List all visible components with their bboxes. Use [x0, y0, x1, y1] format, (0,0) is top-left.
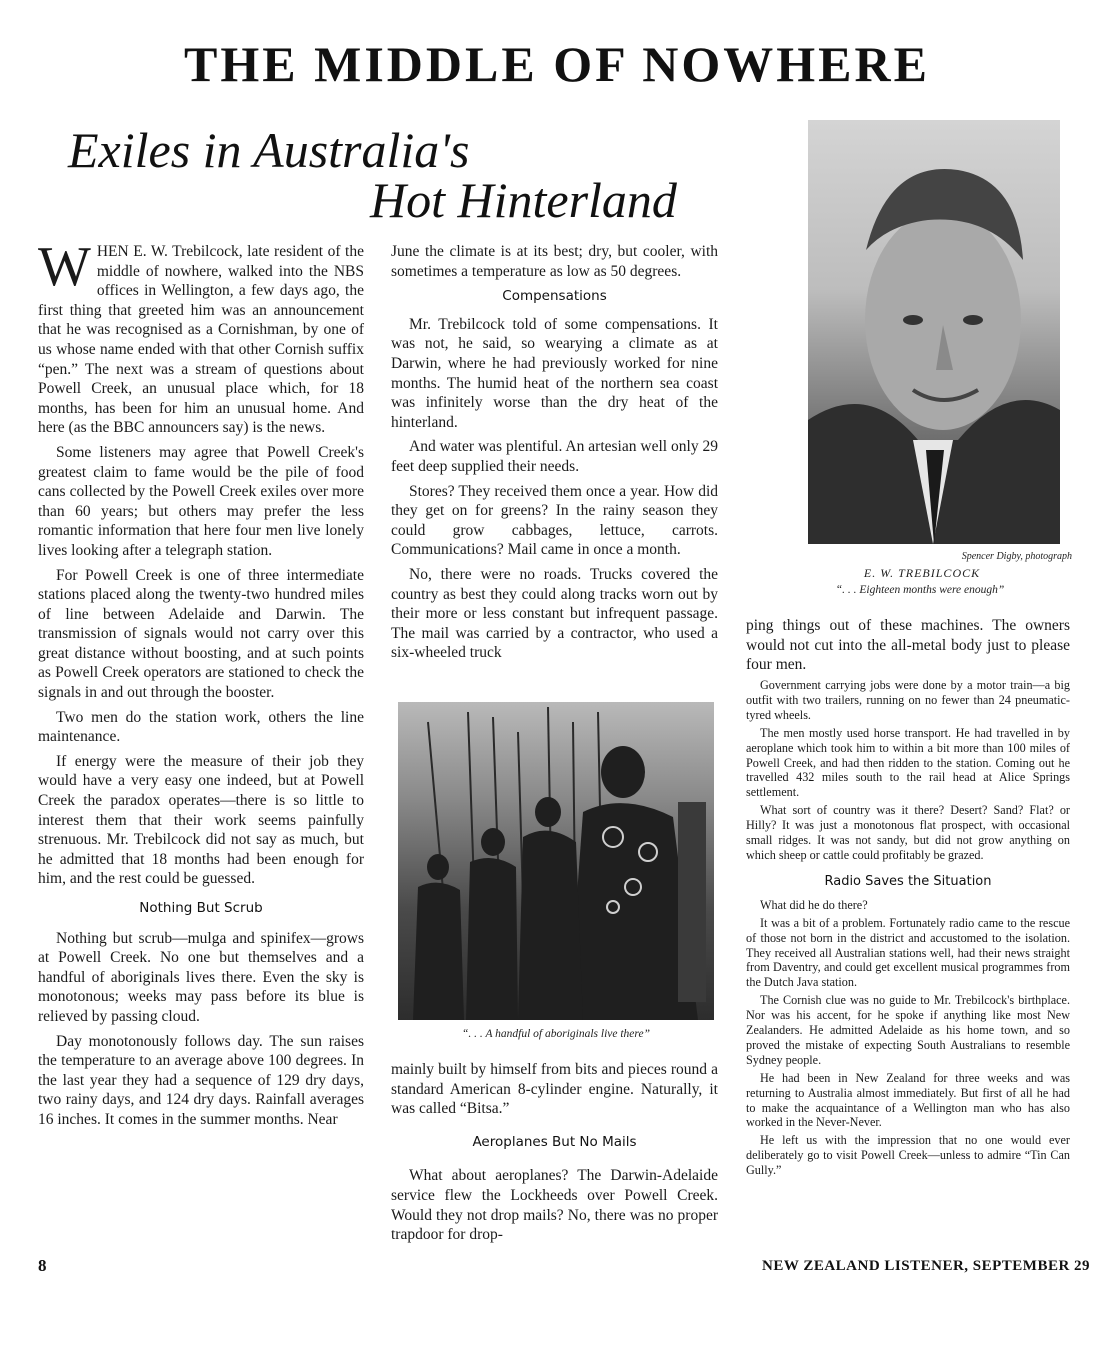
paragraph: He left us with the impression that no one would ever deliberately go to visit Powell Creek—unless to admire “Tin Can Gully.”	[746, 1133, 1070, 1178]
subtitle-line-2: Hot Hinterland	[370, 172, 677, 228]
page-number: 8	[38, 1256, 47, 1275]
article-column-3-top	[746, 616, 1070, 680]
paragraph: Some listeners may agree that Powell Creek's greatest claim to fame would be the pile of food cans collected by the Powell Creek exiles over more than 60 years; but others may prefer the less romantic information that here four men live lonely lives looking after a telegraph station.	[38, 443, 364, 559]
paragraph: If energy were the measure of their job they would have a very easy one indeed, but at Powell Creek the paradox operates—there is so little to interest them that their work seems painfully strenuous. Mr. Trebilcock did not say as much, but he admitted that 18 months had been enough for him, and the rest could be guessed.	[38, 752, 364, 888]
subtitle-line-1: Exiles in Australia's	[68, 122, 470, 178]
section-heading-aeroplanes: Aeroplanes But No Mails	[472, 1133, 637, 1150]
paragraph: Stores? They received them once a year. How did they get on for greens? In the rainy season they could grow cabbages, lettuce, carrots. Communications? Mail came in once a month.	[391, 482, 718, 559]
paragraph: Day monotonously follows day. The sun raises the temperature to an average above 100 degrees. In the last year they had a sequence of 129 dry days, two rainy days, and 124 dry days. Rainfall averages 16 inches. It comes in the summer months. Near	[38, 1032, 364, 1128]
aboriginals-photo	[398, 702, 714, 1020]
portrait-quote: “. . . Eighteen months were enough”	[835, 584, 1005, 596]
paragraph: It was a bit of a problem. Fortunately radio came to the rescue of those not born in the district and accustomed to the isolation. They received all Australian stations well, had their news straight from Daventry, and could get excellent musical programmes from the Dutch Java station.	[746, 915, 1070, 990]
paragraph: WHEN E. W. Trebilcock, late resident of the middle of nowhere, walked into the NBS offices in Wellington, a few days ago, the first thing that greeted him was an announcement that he was recognised as a Cornishman, by one of us whose name ended with that other Cornish suffix “pen.” The next was a stream of questions about Powell Creek, an unusual place which, for 18 months, has been for him an unusual home. And here (as the BBC announcers say) is the news.	[38, 236, 364, 437]
portrait-photo	[808, 120, 1060, 544]
photo-credit: Spencer Digby, photograph	[961, 551, 1072, 562]
paragraph: Mr. Trebilcock told of some compensations. It was not, he said, so wearying a climate as at Darwin, where he had previously worked for nine months. The humid heat of the northern sea coast was infinitely worse than the dry heat of the hinterland.	[391, 315, 718, 431]
portrait-illustration	[808, 120, 1060, 544]
paragraph: Government carrying jobs were done by a motor train—a big outfit with two trailers, running on no fewer than 24 pneumatic-tyred wheels.	[746, 678, 1070, 722]
section-heading-radio: Radio Saves the Situation	[824, 873, 992, 889]
section-heading-nothing-but-scrub: Nothing But Scrub	[139, 900, 263, 916]
article-column-2-bottom	[391, 1060, 718, 1250]
paragraph: Two men do the station work, others the line maintenance.	[38, 708, 364, 746]
article-column-2-top	[391, 242, 718, 668]
paragraph: And water was plentiful. An artesian well only 29 feet deep supplied their needs.	[391, 438, 718, 475]
paragraph: He had been in New Zealand for three weeks and was returning to Australia almost immediately. But first of all he had to make the acquaintance of a Wellington man who has also worked in the Never-Never.	[746, 1070, 1070, 1130]
paragraph: Nothing but scrub—mulga and spinifex—grows at Powell Creek. No one but themselves and a handful of aboriginals lives there. Even the sky is monotonous; weeks may pass before its blue is relieved by passing cloud.	[38, 929, 364, 1025]
paragraph: The Cornish clue was no guide to Mr. Trebilcock's birthplace. Nor was his accent, for he spoke if anything like most New Zealanders. He admitted Adelaide as his home town, and so proved the mistake of expecting South Australians to resemble Sydney people.	[746, 993, 1070, 1067]
paragraph: mainly built by himself from bits and pieces round a standard American 8-cylinder engine. Naturally, it was called “Bitsa.”	[391, 1061, 718, 1118]
paragraph: For Powell Creek is one of three intermediate stations placed along the twenty-two hundred miles of line between Adelaide and Darwin. The transmission of signals would not carry over this great distance without boosting, and at such points as Powell Creek operators are stationed to check the signals in and out through the booster.	[38, 566, 364, 702]
portrait-name: E. W. TREBILCOCK	[863, 566, 981, 580]
page-title: THE MIDDLE OF NOWHERE	[184, 36, 930, 92]
article-column-3-body	[746, 678, 1070, 1181]
article-column-1	[38, 236, 364, 1135]
paragraph: The men mostly used horse transport. He had travelled in by aeroplane which took him to within a bit more than 100 miles of Powell Creek, and had then ridden to the station. Coming out he travelled 432 miles south to the rail head at Alice Springs settlement.	[746, 725, 1070, 800]
publication-footer: NEW ZEALAND LISTENER, SEPTEMBER 29	[762, 1258, 1091, 1274]
paragraph: What did he do there?	[760, 897, 868, 912]
paragraph: June the climate is at its best; dry, but cooler, with sometimes a temperature as low as 50 degrees.	[391, 243, 718, 280]
paragraph: ping things out of these machines. The owners would not cut into the all-metal body just to please four men.	[746, 617, 1070, 674]
aboriginals-illustration	[398, 702, 714, 1020]
paragraph: No, there were no roads. Trucks covered the country as best they could along tracks worn out by their more or less constant but infrequent passage. The mail was carried by a contractor, who used a six-wheeled truck	[391, 565, 718, 662]
paragraph: What about aeroplanes? The Darwin-Adelaide service flew the Lockheeds over Powell Creek. Would they not drop mails? No, there was no proper trapdoor for drop-	[391, 1167, 718, 1244]
drop-cap: W	[38, 236, 91, 298]
paragraph: What sort of country was it there? Desert? Sand? Flat? or Hilly? It was just a monotonous flat prospect, with occasional small ridges. It was not sandy, but did not grow anything on which sheep or cattle could profitably be grazed.	[746, 803, 1070, 862]
section-heading-compensations: Compensations	[502, 288, 607, 305]
photo-caption-aboriginals: “. . . A handful of aboriginals live there”	[462, 1028, 650, 1040]
